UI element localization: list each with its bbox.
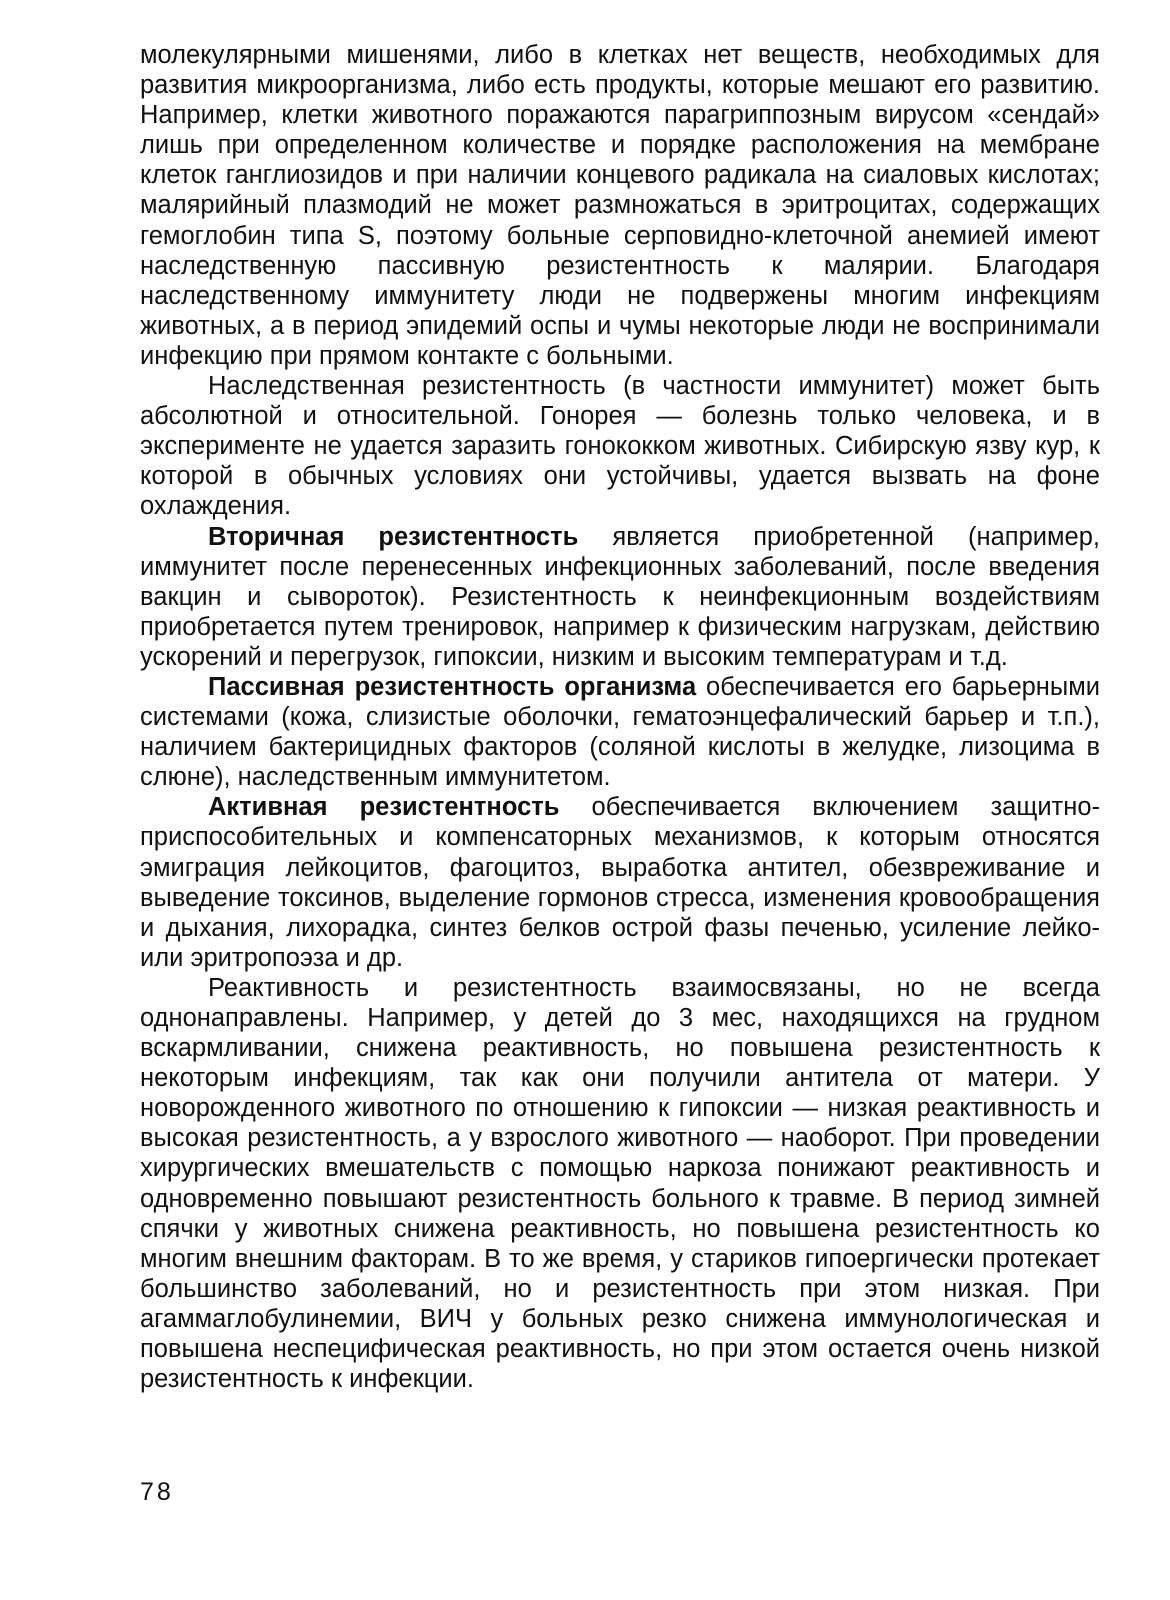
- term-active-resistance: Активная резистентность: [208, 793, 560, 822]
- paragraph-5-text: обеспечивается включением защитно-приспособительных и компенсаторных механизмов, к которым относятся эмиграция лейкоцитов, фагоцитоз, выработка антител, обезвреживание и выведение токсинов, выделение гормонов стресса, изменения кровообращения и дыхания, лихорадка, синтез белков острой фазы печенью, усиление лейко- или эритропоэза и др.: [140, 793, 1100, 972]
- paragraph-3-text: является приобретенной (например, иммунитет после перенесенных инфекционных заболеваний, после введения вакцин и сывороток). Резистентность к неинфекционным воздействиям приобретается путем тренировок, например к физическим нагрузкам, действию ускорений и перегрузок, гипоксии, низким и высоким температурам и т.д.: [140, 522, 1100, 671]
- term-secondary-resistance: Вторичная резистентность: [208, 522, 579, 551]
- paragraph-4-text: обеспечивается его барьерными системами (кожа, слизистые оболочки, гематоэнцефалический барьер и т.п.), наличием бактерицидных факторов (соляной кислоты в желудке, лизоцима в слюне), наследственным иммунитетом.: [140, 672, 1100, 792]
- paragraph-active-resistance: [140, 792, 1100, 973]
- paragraph-2: [140, 371, 1100, 521]
- paragraph-6: [140, 973, 1100, 1394]
- page-body: [140, 40, 1100, 1394]
- paragraph-passive-resistance: [140, 672, 1100, 792]
- paragraph-1: [140, 40, 1100, 371]
- paragraph-6-text: Реактивность и резистентность взаимосвязаны, но не всегда однонаправлены. Например, у детей до 3 мес, находящихся на грудном вскармливании, снижена реактивность, но повышена резистентность к некоторым инфекциям, так как они получили антитела от матери. У новорожденного животного по отношению к гипоксии — низкая реактивность и высокая резистентность, а у взрослого животного — наоборот. При проведении хирургических вмешательств с помощью наркоза понижают реактивность и одновременно повышают резистентность больного к травме. В период зимней спячки у животных снижена реактивность, но повышена резистентность ко многим внешним факторам. В то же время, у стариков гипоергически протекает большинство заболеваний, но и резистентность при этом низкая. При агаммаглобулинемии, ВИЧ у больных резко снижена иммунологическая и повышена неспецифическая реактивность, но при этом остается очень низкой резистентность к инфекции.: [140, 973, 1100, 1394]
- paragraph-1-text: молекулярными мишенями, либо в клетках нет веществ, необходимых для развития микроорганизма, либо есть продукты, которые мешают его развитию. Например, клетки животного поражаются парагриппозным вирусом «сендай» лишь при определенном количестве и порядке расположения на мембране клеток ганглиозидов и при наличии концевого радикала на сиаловых кислотах; малярийный плазмодий не может размножаться в эритроцитах, содержащих гемоглобин типа S, поэтому больные серповидно-клеточной анемией имеют наследственную пассивную резистентность к малярии. Благодаря наследственному иммунитету люди не подвержены многим инфекциям животных, а в период эпидемий оспы и чумы некоторые люди не воспринимали инфекцию при прямом контакте с больными.: [140, 41, 1100, 370]
- paragraph-2-text: Наследственная резистентность (в частности иммунитет) может быть абсолютной и относительной. Гонорея — болезнь только человека, и в эксперименте не удается заразить гонококком животных. Сибирскую язву кур, к которой в обычных условиях они устойчивы, удается вызвать на фоне охлаждения.: [140, 372, 1100, 521]
- term-passive-resistance: Пассивная резистентность организма: [208, 672, 697, 701]
- page-number: 78: [140, 1478, 174, 1506]
- paragraph-secondary-resistance: [140, 522, 1100, 672]
